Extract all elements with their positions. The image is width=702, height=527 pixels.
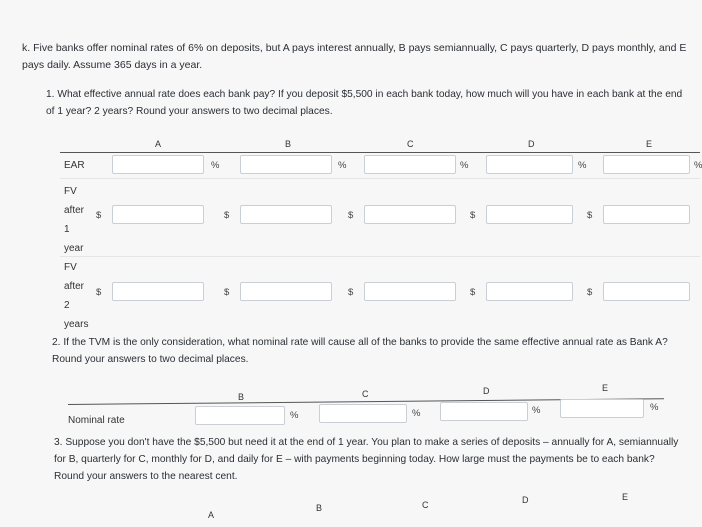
column-header-a: A xyxy=(155,139,162,149)
ear-input-a[interactable] xyxy=(112,155,204,174)
row-label-line: after xyxy=(64,281,85,292)
question-3-text: 3. Suppose you don't have the $5,500 but need it at the end of 1 year. You plan to make a series of deposits – annually for A, semiannually for B, quarterly for C, monthly for D, and daily for E – with payments beginning today. How large must the payments be to each bank? Round your answers to the nearest cent. xyxy=(54,437,679,482)
row-label-line: years xyxy=(64,319,89,330)
dollar-sign: $ xyxy=(587,287,593,298)
column-header-c: C xyxy=(407,139,414,149)
percent-sign: % xyxy=(290,410,299,421)
row-label-nominal-rate: Nominal rate xyxy=(68,415,125,426)
ear-input-d[interactable] xyxy=(486,155,573,174)
row-label-ear: EAR xyxy=(64,160,85,171)
dollar-sign: $ xyxy=(224,287,230,298)
fv1-input-b[interactable] xyxy=(240,205,332,224)
row-label-line: FV xyxy=(64,186,77,197)
percent-sign: % xyxy=(412,408,421,419)
nominal-rate-input-c[interactable] xyxy=(319,404,407,423)
dollar-sign: $ xyxy=(96,210,102,221)
fv1-input-a[interactable] xyxy=(112,205,204,224)
dollar-sign: $ xyxy=(96,287,102,298)
column-header-b: B xyxy=(316,503,323,513)
dollar-sign: $ xyxy=(348,287,354,298)
row-label-line: 1 xyxy=(64,224,70,235)
fv2-input-e[interactable] xyxy=(603,282,690,301)
nominal-rate-input-e[interactable] xyxy=(560,399,644,418)
fv2-input-d[interactable] xyxy=(486,282,573,301)
nominal-rate-input-d[interactable] xyxy=(440,402,528,421)
row-divider xyxy=(60,178,700,179)
column-header-e: E xyxy=(602,383,609,393)
row-label-fv-2-years xyxy=(64,258,88,334)
ear-input-e[interactable] xyxy=(603,155,690,174)
fv1-input-d[interactable] xyxy=(486,205,573,224)
question-2-text: 2. If the TVM is the only consideration, what nominal rate will cause all of the banks to provide the same effective annual rate as Bank A? Round your answers to two decimal places. xyxy=(52,337,668,365)
column-header-d: D xyxy=(528,139,535,149)
fv2-input-c[interactable] xyxy=(364,282,456,301)
row-label-line: FV xyxy=(64,262,77,273)
percent-sign: % xyxy=(532,405,541,416)
dollar-sign: $ xyxy=(587,210,593,221)
column-header-c: C xyxy=(422,500,429,510)
column-header-d: D xyxy=(483,386,490,396)
percent-sign: % xyxy=(578,160,587,171)
row-label-fv-1-year xyxy=(64,182,84,258)
column-header-b: B xyxy=(285,139,292,149)
ear-input-c[interactable] xyxy=(364,155,456,174)
fv1-input-e[interactable] xyxy=(603,205,690,224)
column-header-c: C xyxy=(362,389,369,399)
nominal-rate-input-b[interactable] xyxy=(195,406,285,425)
dollar-sign: $ xyxy=(224,210,230,221)
percent-sign: % xyxy=(211,160,220,171)
dollar-sign: $ xyxy=(348,210,354,221)
fv1-input-c[interactable] xyxy=(364,205,456,224)
fv2-input-b[interactable] xyxy=(240,282,332,301)
percent-sign: % xyxy=(694,160,702,171)
column-header-a: A xyxy=(208,510,215,520)
problem-intro: k. Five banks offer nominal rates of 6% on deposits, but A pays interest annually, B pays semiannually, C pays quarterly, D pays monthly, and E pays daily. Assume 365 days in a year. xyxy=(22,42,687,71)
percent-sign: % xyxy=(338,160,347,171)
percent-sign: % xyxy=(650,402,659,413)
column-header-d: D xyxy=(522,495,529,505)
column-header-e: E xyxy=(622,492,629,502)
row-label-line: 2 xyxy=(64,300,70,311)
percent-sign: % xyxy=(460,160,469,171)
column-header-e: E xyxy=(646,139,653,149)
row-divider xyxy=(60,256,700,257)
row-label-line: after xyxy=(64,205,85,216)
column-header-b: B xyxy=(238,392,245,402)
fv2-input-a[interactable] xyxy=(112,282,204,301)
dollar-sign: $ xyxy=(470,210,476,221)
table-header-rule xyxy=(60,152,700,153)
question-1-text: 1. What effective annual rate does each bank pay? If you deposit $5,500 in each bank today, how much will you have in each bank at the end of 1 year? 2 years? Round your answers to two decimal places. xyxy=(46,89,683,117)
row-label-line: year xyxy=(64,243,84,254)
dollar-sign: $ xyxy=(470,287,476,298)
ear-input-b[interactable] xyxy=(240,155,332,174)
